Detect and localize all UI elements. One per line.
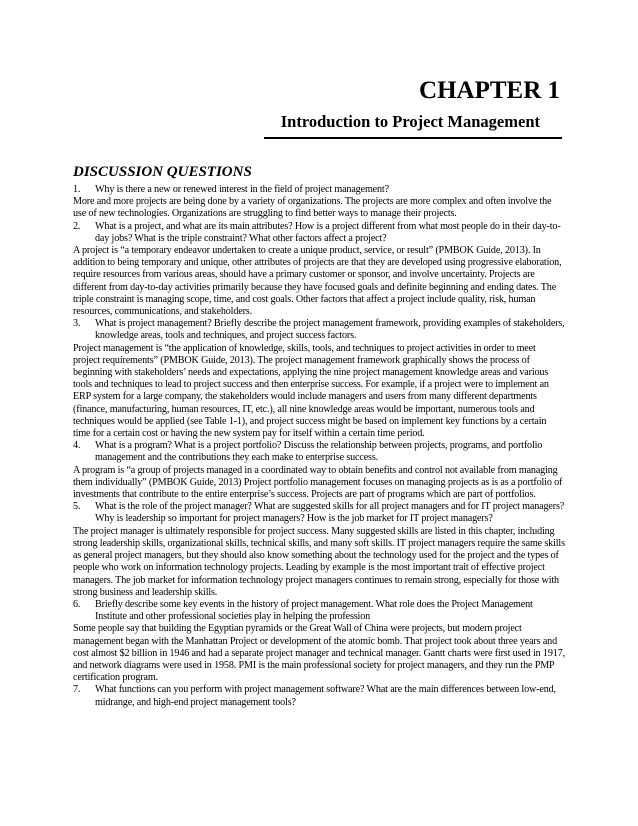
- question-number: 7.: [73, 684, 81, 696]
- answer-1: More and more projects are being done by a variety of organizations. The projects are more complex and often involve the use of new technologies. Organizations are struggling to find better ways to manage their projects.: [73, 196, 552, 220]
- answer-3: Project management is “the application of knowledge, skills, tools, and techniques to project activities in order to meet project requirements” (PMBOK Guide, 2013). The project management framework graphically shows the process of beginning with stakeholders’ needs and expectations, applying the nine project management knowledge areas and various tools and techniques to lead to project success and then enterprise success. For example, if a project were to implement an ERP system for a large company, the stakeholders would include managers and users from many different departments (finance, manufacturing, human resources, IT, etc.), all nine knowledge areas would be important, numerous tools and techniques would be applied (see Table 1-1), and project success might be based on implement key functions by a certain time for a certain cost or having the new system pay for itself within a certain time period.: [73, 342, 549, 440]
- question-6: [73, 599, 565, 623]
- discussion-content: [73, 184, 565, 709]
- question-text: What is the role of the project manager? What are suggested skills for all project managers and for IT project managers? Why is leadership so important for project managers? How is the job market for IT project managers?: [95, 501, 565, 525]
- question-number: 4.: [73, 440, 81, 452]
- question-7: [73, 684, 565, 708]
- question-text: Briefly describe some key events in the history of project management. What role does the Project Management Institute and other professional societies play in helping the profession: [95, 598, 533, 623]
- answer-4: A program is “a group of projects managed in a coordinated way to obtain benefits and control not available from managing them individually” (PMBOK Guide, 2013) Project portfolio management focuses on managing projects as is as a portfolio of investments that contribute to the entire enterprise’s success. Projects are part of programs which are part of portfolios.: [73, 464, 563, 501]
- title-rule: [264, 137, 562, 139]
- question-5: [73, 501, 565, 525]
- question-text: What is a program? What is a project portfolio? Discuss the relationship between projects, programs, and portfolio management and the contributions they each make to enterprise success.: [95, 440, 543, 464]
- question-text: What is project management? Briefly describe the project management framework, providing examples of stakeholders, knowledge areas, tools and techniques, and project success factors.: [95, 318, 565, 342]
- chapter-subtitle: Introduction to Project Management: [280, 112, 540, 131]
- question-number: 5.: [73, 501, 81, 513]
- chapter-title: CHAPTER 1: [419, 77, 560, 104]
- question-4: [73, 440, 565, 464]
- answer-2: A project is “a temporary endeavor undertaken to create a unique product, service, or result” (PMBOK Guide, 2013). In addition to being temporary and unique, other attributes of projects are that they are developed using progressive elaboration, require resources from various areas, should have a primary customer or sponsor, and involve uncertainty. Projects are different from day-to-day activities primarily because they have focused goals and definite beginning and ending dates. The triple constraint is managing scope, time, and cost goals. Other factors that affect a project include quality, risk, human resources, communications, and stakeholders.: [73, 245, 562, 318]
- question-3: [73, 318, 565, 342]
- answer-5: The project manager is ultimately responsible for project success. Many suggested skills are listed in this chapter, including strong leadership skills, organizational skills, technical skills, and many soft skills. IT project managers require the same skills as general project managers, but they should also know something about the technology used for the project and the types of people who work on information technology projects. Leading by example is the most important trait of effective project managers. The job market for information technology project managers continues to remain strong, especially for those with strong business and leadership skills.: [73, 525, 565, 598]
- question-number: 3.: [73, 318, 81, 330]
- question-1: [73, 184, 565, 196]
- answer-6: Some people say that building the Egyptian pyramids or the Great Wall of China were projects, but modern project management began with the Manhattan Project or development of the atomic bomb. That project took about three years and cost almost $2 billion in 1946 and had a separate project manager and technical manager. Gantt charts were first used in 1917, and network diagrams were used in 1958. PMI is the main professional society for project managers, and they run the PMP certification program.: [73, 623, 565, 684]
- section-heading: DISCUSSION QUESTIONS: [73, 164, 252, 180]
- question-text: Why is there a new or renewed interest in the field of project management?: [95, 184, 389, 195]
- question-text: What is a project, and what are its main attributes? How is a project different from what most people do in their day-to-day jobs? What is the triple constraint? What other factors affect a project?: [95, 220, 561, 244]
- question-text: What functions can you perform with project management software? What are the main differences between low-end, midrange, and high-end project management tools?: [95, 684, 556, 708]
- question-number: 1.: [73, 184, 81, 195]
- question-2: [73, 221, 565, 245]
- question-number: 6.: [73, 598, 81, 610]
- question-number: 2.: [73, 220, 81, 232]
